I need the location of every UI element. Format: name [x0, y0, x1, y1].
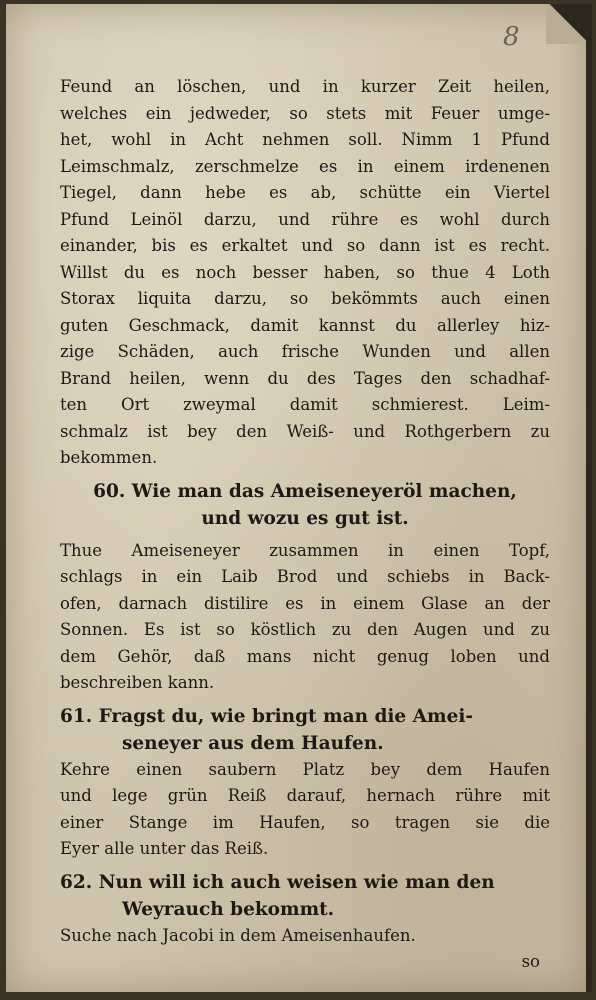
section-heading-62 — [60, 869, 550, 923]
heading-line: und wozu es gut ist. — [201, 507, 409, 529]
text-line: und lege grün Reiß darauf, hernach rühre mit — [60, 786, 550, 805]
heading-line: 60. Wie man das Ameiseneyeröl machen, — [93, 480, 517, 502]
text-line: Brand heilen, wenn du des Tages den schadhaf- — [60, 368, 550, 388]
text-line: Suche nach Jacobi in dem Ameisenhaufen. — [60, 925, 416, 945]
page-corner-fold — [546, 4, 586, 44]
text-line: einer Stange im Haufen, so tragen sie die — [60, 812, 550, 832]
page-text-block — [60, 74, 550, 975]
text-line: beschreiben kann. — [60, 673, 215, 692]
paragraph-62 — [60, 923, 550, 950]
section-heading-60 — [60, 478, 550, 532]
text-line: Kehre einen saubern Platz bey dem Haufen — [60, 759, 550, 779]
text-line: bekommen. — [60, 448, 158, 467]
text-line: einander, bis es erkaltet und so dann ist es recht. — [60, 236, 550, 255]
text-line: zige Schäden, auch frische Wunden und allen — [60, 342, 550, 361]
text-line: ofen, darnach distilire es in einem Glase an der — [60, 593, 550, 613]
book-page — [6, 4, 592, 992]
text-line: schlags in ein Laib Brod und schiebs in Back- — [60, 567, 550, 586]
text-line: Eyer alle unter das Reiß. — [60, 839, 269, 858]
text-line: Pfund Leinöl darzu, und rühre es wohl durch — [60, 209, 550, 229]
text-line: Sonnen. Es ist so köstlich zu den Augen und zu — [60, 620, 550, 639]
text-line: guten Geschmack, damit kannst du allerley hiz- — [60, 315, 550, 335]
heading-line: seneyer aus dem Haufen. — [122, 732, 384, 754]
text-line: dem Gehör, daß mans nicht genug loben und — [60, 646, 550, 666]
paragraph-61 — [60, 757, 550, 863]
text-line: Storax liquita darzu, so bekömmts auch einen — [60, 289, 550, 308]
text-line: Tiegel, dann hebe es ab, schütte ein Viertel — [60, 183, 550, 202]
text-line: ten Ort zweymal damit schmierest. Leim- — [60, 395, 550, 414]
text-line: Leimschmalz, zerschmelze es in einem irdenenen — [60, 156, 550, 176]
text-line: het, wohl in Acht nehmen soll. Nimm 1 Pfund — [60, 130, 550, 149]
paragraph-60 — [60, 538, 550, 697]
text-line: Feund an löschen, und in kurzer Zeit heilen, — [60, 77, 550, 96]
heading-line: 61. Fragst du, wie bringt man die Amei- — [60, 705, 474, 727]
text-line: Thue Ameiseneyer zusammen in einen Topf, — [60, 540, 550, 560]
section-heading-61 — [60, 703, 550, 757]
text-line: welches ein jedweder, so stets mit Feuer umge- — [60, 103, 550, 123]
paragraph-intro — [60, 74, 550, 472]
text-line: schmalz ist bey den Weiß- und Rothgerbern zu — [60, 421, 550, 441]
heading-line: 62. Nun will ich auch weisen wie man den — [60, 871, 495, 893]
heading-line: Weyrauch bekommt. — [122, 898, 335, 920]
page-number: 8 — [503, 22, 520, 52]
text-line: Willst du es noch besser haben, so thue 4 Loth — [60, 262, 550, 282]
catchword: so — [521, 952, 540, 971]
